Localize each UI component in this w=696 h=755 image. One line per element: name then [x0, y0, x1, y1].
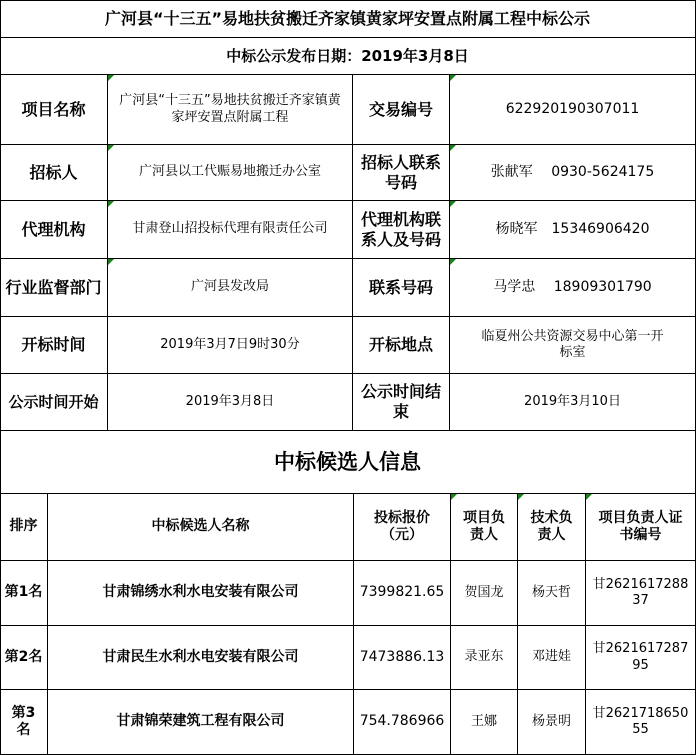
trade-no-label: 交易编号 [353, 75, 450, 145]
tenderer-label: 招标人 [0, 145, 108, 201]
supervisor-value: 广河县发改局 [108, 259, 353, 317]
row3-manager: 王娜 [451, 690, 518, 755]
row1-price: 7399821.65 [354, 561, 451, 626]
candidates-heading: 中标候选人信息 [0, 431, 696, 494]
header-manager: 项目负责人 [451, 494, 518, 561]
project-name-value: 广河县“十三五”易地扶贫搬迁齐家镇黄家坪安置点附属工程 [108, 75, 353, 145]
open-time-label: 开标时间 [0, 317, 108, 374]
header-rank: 排序 [0, 494, 48, 561]
open-place-label: 开标地点 [353, 317, 450, 374]
supervisor-label: 行业监督部门 [0, 259, 108, 317]
agency-label: 代理机构 [0, 201, 108, 259]
row3-rank: 第3名 [0, 690, 48, 755]
row2-manager: 录亚东 [451, 626, 518, 690]
tenderer-value: 广河县以工代赈易地搬迁办公室 [108, 145, 353, 201]
notice-end-value: 2019年3月10日 [450, 374, 696, 431]
open-place-value: 临夏州公共资源交易中心第一开标室 [450, 317, 696, 374]
open-time-value: 2019年3月7日9时30分 [108, 317, 353, 374]
header-cert: 项目负责人证书编号 [586, 494, 696, 561]
tenderer-contact-label: 招标人联系号码 [353, 145, 450, 201]
row2-price: 7473886.13 [354, 626, 451, 690]
header-price: 投标报价（元） [354, 494, 451, 561]
row2-cert: 甘262161728795 [586, 626, 696, 690]
row3-name: 甘肃锦荣建筑工程有限公司 [48, 690, 354, 755]
notice-end-label: 公示时间结束 [353, 374, 450, 431]
publish-date: 中标公示发布日期：2019年3月8日 [0, 38, 696, 75]
agency-value: 甘肃登山招投标代理有限责任公司 [108, 201, 353, 259]
supervisor-phone-value: 马学忠 18909301790 [450, 259, 696, 317]
row1-manager: 贺国龙 [451, 561, 518, 626]
trade-no-value: 622920190307011 [450, 75, 696, 145]
row1-cert: 甘262161728837 [586, 561, 696, 626]
tenderer-contact-value: 张献军 0930-5624175 [450, 145, 696, 201]
notice-start-value: 2019年3月8日 [108, 374, 353, 431]
row2-rank: 第2名 [0, 626, 48, 690]
header-tech: 技术负责人 [518, 494, 586, 561]
notice-title: 广河县“十三五”易地扶贫搬迁齐家镇黄家坪安置点附属工程中标公示 [0, 0, 696, 38]
notice-start-label: 公示时间开始 [0, 374, 108, 431]
project-name-label: 项目名称 [0, 75, 108, 145]
row3-tech: 杨景明 [518, 690, 586, 755]
row2-name: 甘肃民生水利水电安装有限公司 [48, 626, 354, 690]
row2-tech: 邓进娃 [518, 626, 586, 690]
row3-price: 754.786966 [354, 690, 451, 755]
row1-tech: 杨天哲 [518, 561, 586, 626]
agency-contact-label: 代理机构联系人及号码 [353, 201, 450, 259]
supervisor-phone-label: 联系号码 [353, 259, 450, 317]
agency-contact-value: 杨晓军 15346906420 [450, 201, 696, 259]
row3-cert: 甘262171865055 [586, 690, 696, 755]
header-name: 中标候选人名称 [48, 494, 354, 561]
row1-name: 甘肃锦绣水利水电安装有限公司 [48, 561, 354, 626]
row1-rank: 第1名 [0, 561, 48, 626]
